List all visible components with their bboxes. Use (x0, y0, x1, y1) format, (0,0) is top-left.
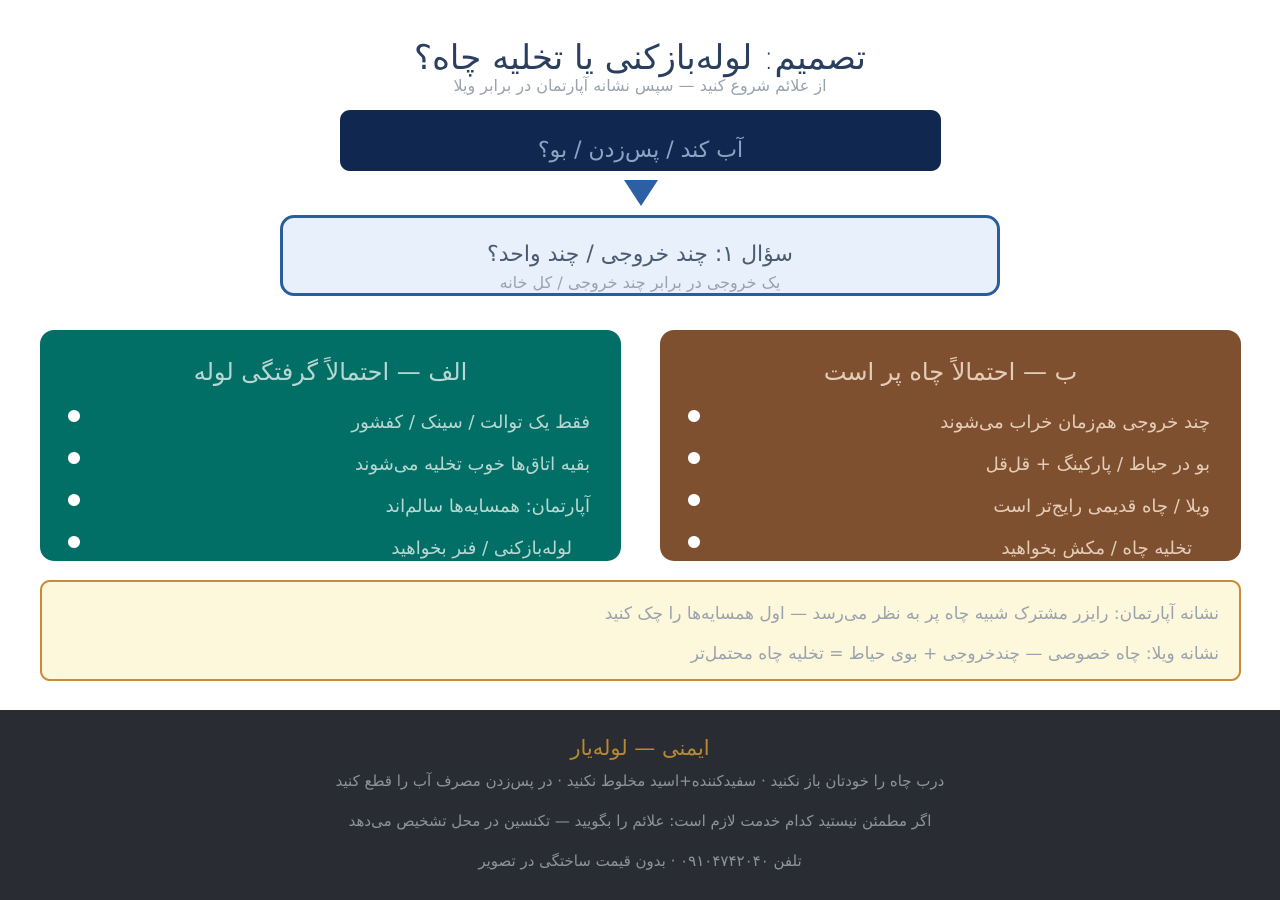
list-item (40, 486, 621, 528)
list-item (660, 444, 1241, 486)
question-subtitle: یک خروجی در برابر چند خروجی / کل خانه (499, 273, 781, 292)
card-list (40, 402, 621, 570)
outcome-card-pipe-clog (40, 330, 621, 561)
list-item (40, 402, 621, 444)
list-item (660, 528, 1241, 570)
footer-advice-line: اگر مطمئن نیستید کدام خدمت لازم است: علائم را بگویید — تکنسین در محل تشخیص می‌دهد (348, 812, 932, 830)
question-title: سؤال ۱: چند خروجی / چند واحد؟ (487, 242, 793, 267)
list-item-text: آپارتمان: همسایه‌ها سالم‌اند (385, 496, 590, 517)
list-item (40, 528, 621, 570)
footer-safety-line: درب چاه را خودتان باز نکنید · سفیدکننده+اسید مخلوط نکنید · در پس‌زدن مصرف آب را قطع کنید (335, 772, 945, 790)
start-node: آب کند / پس‌زدن / بو؟ (340, 110, 941, 171)
footer-contact-line: تلفن ۰۹۱۰۴۷۴۲۰۴۰ · بدون قیمت ساختگی در تصویر (478, 852, 802, 870)
list-item-text: بقیه اتاق‌ها خوب تخلیه می‌شوند (354, 454, 590, 475)
note-villa: نشانه ویلا: چاه خصوصی — چندخروجی + بوی حیاط = تخلیه چاه محتمل‌تر (690, 644, 1219, 664)
list-item-text: تخلیه چاه / مکش بخواهید (1001, 538, 1210, 559)
footer (0, 710, 1280, 900)
bullet-icon (68, 494, 80, 506)
bullet-icon (68, 452, 80, 464)
bullet-icon (68, 410, 80, 422)
list-item-text: ویلا / چاه قدیمی رایج‌تر است (993, 496, 1210, 517)
card-title: ب — احتمالاً چاه پر است (823, 358, 1078, 386)
list-item-text: لوله‌بازکنی / فنر بخواهید (391, 538, 590, 559)
list-item (660, 486, 1241, 528)
bullet-icon (688, 410, 700, 422)
bullet-icon (688, 494, 700, 506)
outcome-card-full-well (660, 330, 1241, 561)
list-item-text: چند خروجی هم‌زمان خراب می‌شوند (940, 412, 1210, 433)
hint-note (40, 580, 1241, 681)
footer-title: ایمنی — لوله‌یار (570, 736, 710, 760)
list-item-text: فقط یک توالت / سینک / کفشور (351, 412, 590, 433)
bullet-icon (688, 452, 700, 464)
page-title: تصمیم: لوله‌بازکنی یا تخلیه چاه؟ (414, 38, 866, 78)
card-title: الف — احتمالاً گرفتگی لوله (193, 358, 468, 386)
question-node (280, 215, 1000, 296)
card-list (660, 402, 1241, 570)
list-item (660, 402, 1241, 444)
page-subtitle: از علائم شروع کنید — سپس نشانه آپارتمان در برابر ویلا (453, 76, 827, 95)
list-item-text: بو در حیاط / پارکینگ + قل‌قل (985, 454, 1210, 475)
note-apartment: نشانه آپارتمان: رایزر مشترک شبیه چاه پر به نظر می‌رسد — اول همسایه‌ها را چک کنید (604, 604, 1219, 624)
down-arrow-icon (624, 180, 658, 206)
bullet-icon (688, 536, 700, 548)
list-item (40, 444, 621, 486)
bullet-icon (68, 536, 80, 548)
